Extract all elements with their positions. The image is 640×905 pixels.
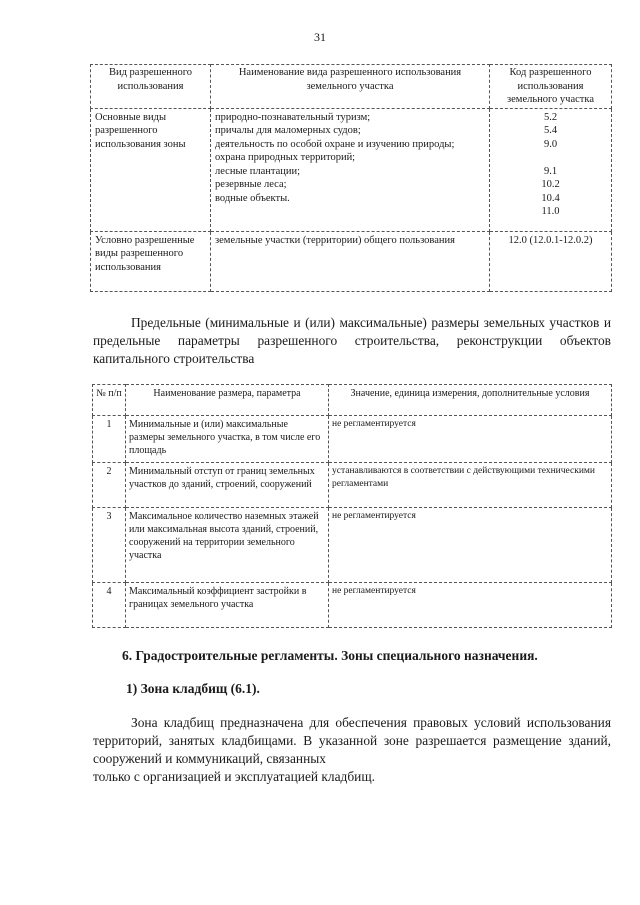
code-item: 9.0	[543, 138, 558, 150]
parameter-name: Минимальный отступ от границ земельных участков до зданий, строений, сооружений	[126, 463, 329, 508]
column-header: Наименование размера, параметра	[126, 385, 329, 416]
parameter-value: не регламентируется	[329, 416, 612, 463]
parameter-name: Максимальный коэффициент застройки в границах земельного участка	[126, 583, 329, 628]
code-item: 11.0	[541, 206, 560, 217]
list-item: природно-познавательный туризм;	[215, 111, 371, 123]
use-type-cell: Основные виды разрешенного использования зоны	[91, 108, 211, 231]
code-item: 10.2	[541, 179, 560, 190]
list-item: лесные плантации;	[215, 165, 301, 177]
list-item: водные объекты.	[215, 192, 290, 204]
limits-paragraph: Предельные (минимальные и (или) максимальные) размеры земельных участков и предельные параметры разрешенного строительства, реконструкции объектов капитального строительства	[93, 315, 611, 366]
table-header-row	[91, 65, 612, 109]
column-header: Код разрешенного использования земельного участка	[490, 65, 612, 109]
parameter-name: Минимальные и (или) максимальные размеры земельного участка, в том числе его площадь	[126, 416, 329, 463]
row-number: 3	[93, 508, 126, 583]
table-row	[91, 108, 612, 231]
use-codes-cell	[490, 108, 612, 231]
code-item: 5.2	[543, 111, 558, 123]
parameter-value: не регламентируется	[329, 508, 612, 583]
table-row	[91, 231, 612, 291]
list-item: деятельность по особой охране и изучению природы;	[215, 138, 455, 150]
row-number: 1	[93, 416, 126, 463]
section-heading: 6. Градостроительные регламенты. Зоны специального назначения.	[122, 648, 538, 663]
parameter-value: устанавливаются в соответствии с действующими техническими регламентами	[329, 463, 612, 508]
code-item: 5.4	[543, 125, 558, 136]
description-text: Зона кладбищ предназначена для обеспечения правовых условий использования территорий, занятых кладбищами. В указанной зоне разрешается размещение зданий, сооружений и коммуникаций, связанных	[93, 715, 611, 766]
row-number: 2	[93, 463, 126, 508]
table-row	[93, 508, 612, 583]
table-row	[93, 463, 612, 508]
column-header: Вид разрешенного использования	[91, 65, 211, 109]
use-codes-cell: 12.0 (12.0.1-12.0.2)	[490, 231, 612, 291]
use-names-cell: земельные участки (территории) общего пользования	[211, 231, 490, 291]
use-names-cell	[211, 108, 490, 231]
list-item: причалы для маломерных судов;	[215, 125, 361, 136]
parameter-name: Максимальное количество наземных этажей или максимальная высота зданий, строений, сооружений на территории земельного участка	[126, 508, 329, 583]
description-text-last: только с организацией и эксплуатацией кладбищ.	[93, 769, 375, 784]
table-row	[93, 583, 612, 628]
column-header: Наименование вида разрешенного использования земельного участка	[211, 65, 490, 109]
table-header-row	[93, 385, 612, 416]
permitted-use-table	[90, 64, 612, 292]
list-item: резервные леса;	[215, 179, 287, 190]
table-row	[93, 416, 612, 463]
parameter-value: не регламентируется	[329, 583, 612, 628]
use-type-cell: Условно разрешенные виды разрешенного использования	[91, 231, 211, 291]
page-number: 31	[314, 30, 326, 44]
parameters-table	[92, 384, 612, 628]
zone-description	[93, 714, 611, 786]
code-item: 10.4	[541, 192, 560, 204]
row-number: 4	[93, 583, 126, 628]
column-header: № п/п	[93, 385, 126, 416]
zone-heading: 1) Зона кладбищ (6.1).	[126, 681, 260, 696]
column-header: Значение, единица измерения, дополнительные условия	[329, 385, 612, 416]
code-spacer	[494, 151, 607, 165]
code-item: 9.1	[543, 165, 558, 177]
list-item: охрана природных территорий;	[215, 152, 356, 163]
